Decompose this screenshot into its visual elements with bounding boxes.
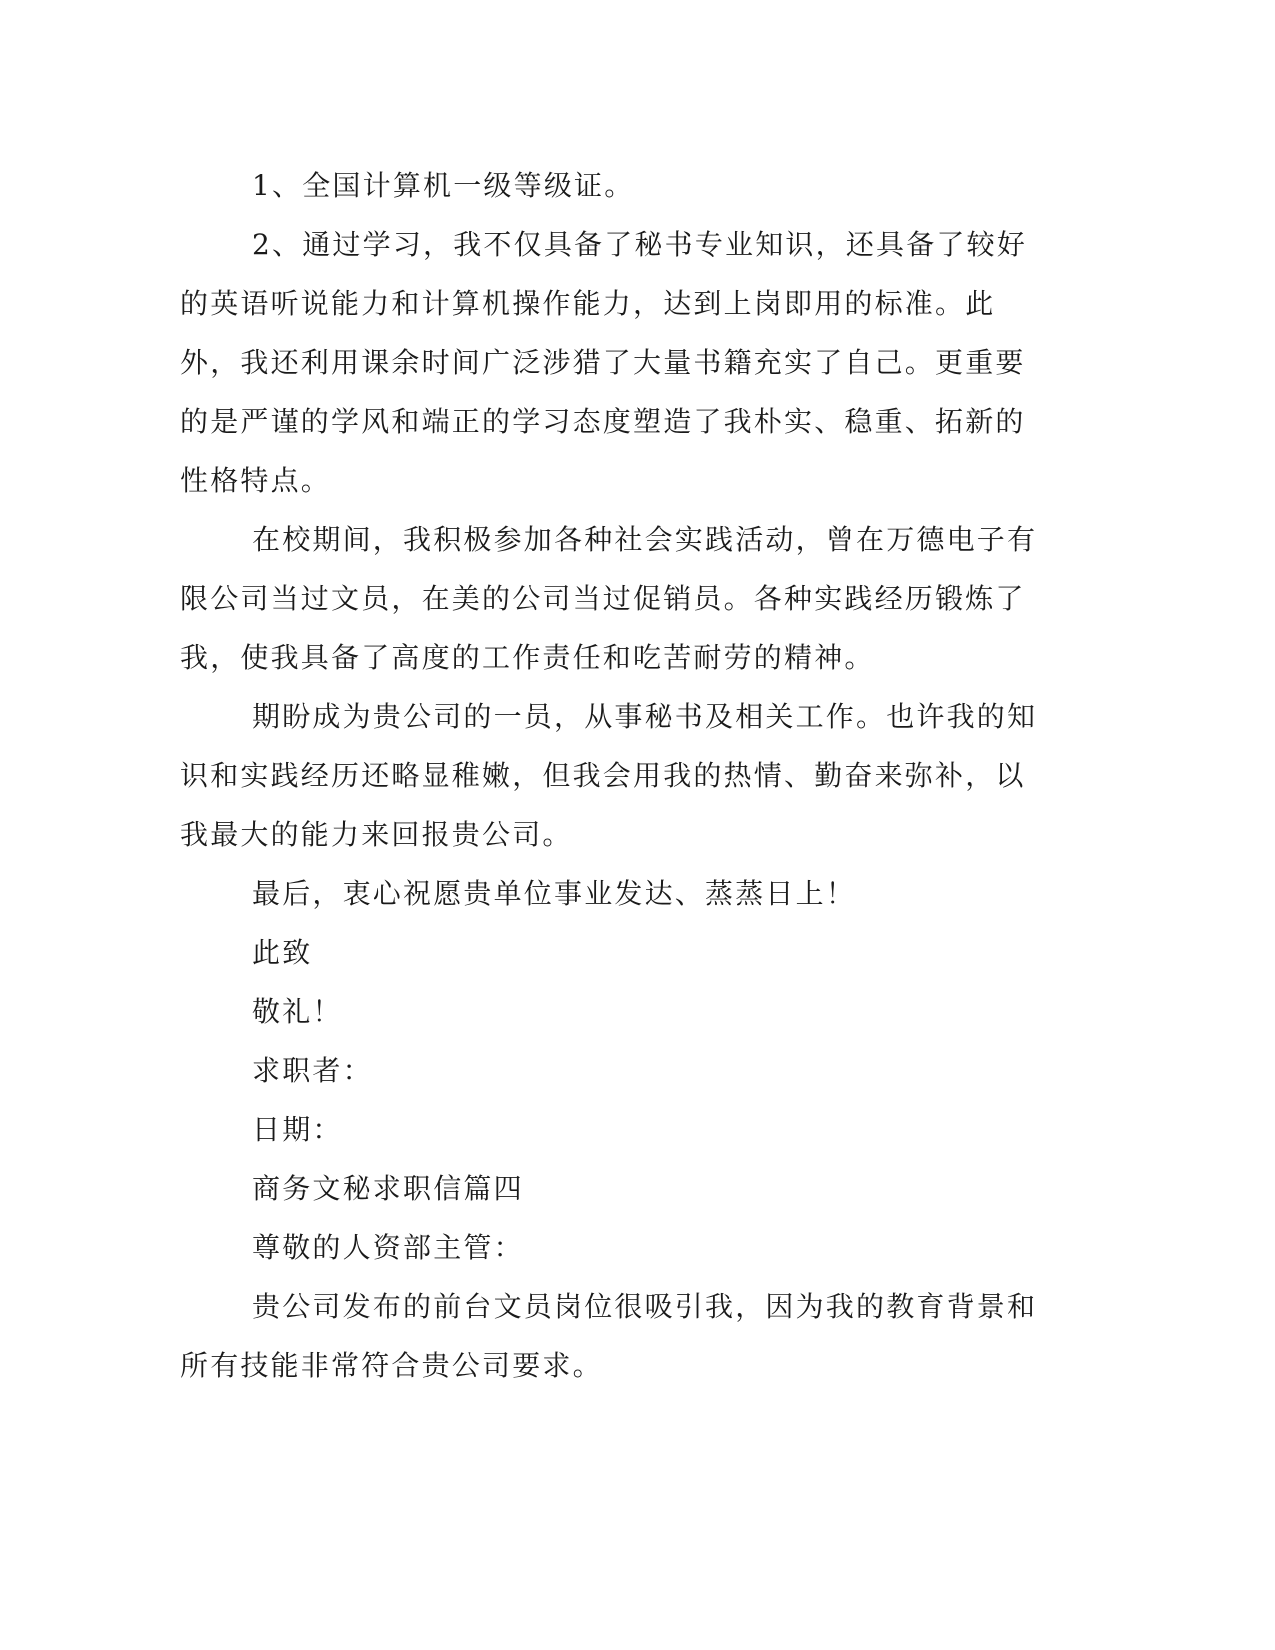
letter-greeting: 尊敬的人资部主管：: [252, 1231, 524, 1264]
paragraph-intro: 贵公司发布的前台文员岗位很吸引我，因为我的教育背景和所有技能非常符合贵公司要求。: [180, 1290, 1038, 1382]
paragraph-wishes: 最后，衷心祝愿贵单位事业发达、蒸蒸日上！: [252, 877, 857, 910]
paragraph-hope: 期盼成为贵公司的一员，从事秘书及相关工作。也许我的知识和实践经历还略显稚嫩，但我会用我的热情、勤奋来弥补，以我最大的能力来回报贵公司。: [180, 700, 1038, 851]
document-body: [180, 156, 1040, 1395]
closing-regards: 敬礼！: [252, 995, 343, 1028]
section-heading: 商务文秘求职信篇四: [252, 1172, 524, 1205]
paragraph-practice: 在校期间，我积极参加各种社会实践活动，曾在万德电子有限公司当过文员，在美的公司当过促销员。各种实践经历锻炼了我，使我具备了高度的工作责任和吃苦耐劳的精神。: [180, 523, 1038, 674]
signature-applicant: 求职者：: [252, 1054, 373, 1087]
paragraph-certificate: 1、全国计算机一级等级证。: [252, 169, 635, 202]
signature-date: 日期：: [252, 1113, 343, 1146]
paragraph-skills: 2、通过学习，我不仅具备了秘书专业知识，还具备了较好的英语听说能力和计算机操作能力，达到上岗即用的标准。此外，我还利用课余时间广泛涉猎了大量书籍充实了自己。更重要的是严谨的学风和端正的学习态度塑造了我朴实、稳重、拓新的性格特点。: [180, 228, 1028, 497]
closing-salutation: 此致: [252, 936, 313, 969]
